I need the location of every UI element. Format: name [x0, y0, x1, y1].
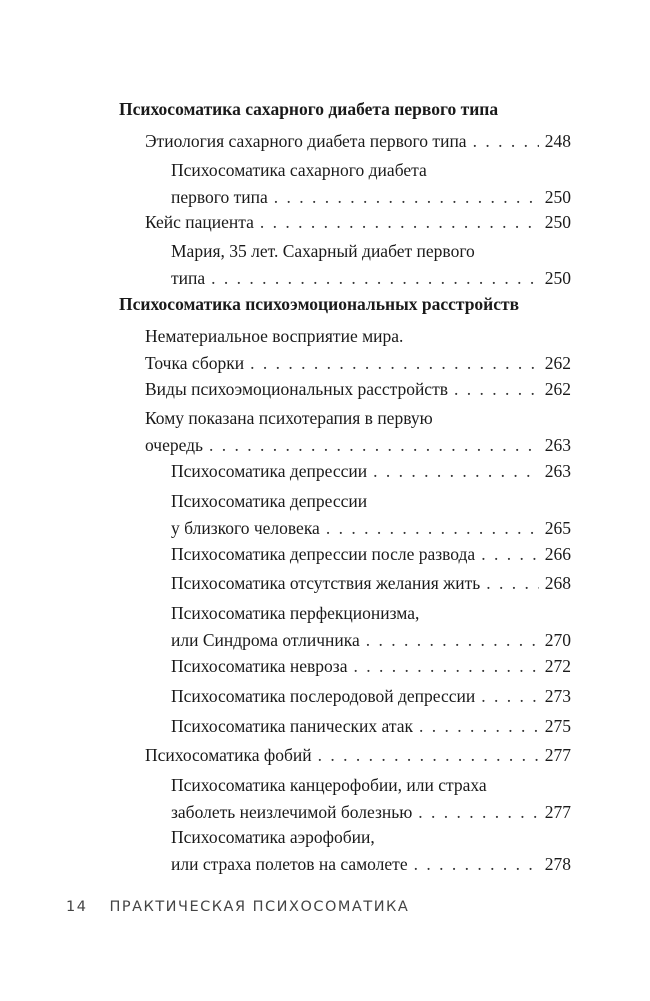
entry-text: у близкого человека	[171, 518, 320, 538]
entry-page-number: 272	[544, 656, 571, 676]
toc-entry	[145, 742, 571, 769]
entry-page-number: 265	[544, 518, 571, 538]
entry-page-number: 277	[544, 745, 571, 765]
toc-entry	[145, 323, 571, 377]
entry-text: Психосоматика канцерофобии, или страха	[171, 775, 487, 795]
entry-text: или Синдрома отличника	[171, 630, 360, 650]
toc-entry	[171, 600, 571, 654]
entry-text: Мария, 35 лет. Сахарный диабет первого	[171, 241, 475, 261]
entry-page-number: 277	[544, 802, 571, 822]
dot-leader	[418, 799, 538, 826]
toc-entry	[171, 683, 571, 710]
dot-leader	[473, 128, 539, 155]
dot-leader	[481, 683, 539, 710]
entry-text: Психосоматика депрессии	[171, 491, 368, 511]
entry-text: Психосоматика отсутствия желания жить	[171, 573, 481, 593]
dot-leader	[209, 432, 539, 459]
entry-text: Психосоматика аэрофобии,	[171, 827, 375, 847]
toc-entry	[171, 713, 571, 740]
entry-text: Виды психоэмоциональных расстройств	[145, 379, 448, 399]
entry-text: Психосоматика депрессии	[171, 461, 368, 481]
entry-text: первого типа	[171, 187, 268, 207]
toc-entry	[171, 570, 571, 597]
entry-page-number: 266	[544, 544, 571, 564]
toc-entry	[145, 376, 571, 403]
toc-entry	[171, 541, 571, 568]
entry-text: Нематериальное восприятие мира.	[145, 326, 404, 346]
toc-entry	[171, 653, 571, 680]
entry-text: Психосоматика депрессии после развода	[171, 544, 476, 564]
section-title: Психосоматика психоэмоциональных расстройств	[119, 294, 520, 314]
toc-entry	[171, 488, 571, 542]
dot-leader	[366, 627, 539, 654]
entry-text: или страха полетов на самолете	[171, 854, 408, 874]
dot-leader	[414, 851, 539, 878]
entry-text: заболеть неизлечимой болезнью	[171, 802, 413, 822]
entry-text: Психосоматика перфекционизма,	[171, 603, 420, 623]
toc-entry	[171, 157, 571, 211]
entry-page-number: 250	[544, 187, 571, 207]
page-footer	[66, 899, 409, 915]
entry-text: Точка сборки	[145, 353, 245, 373]
entry-text: типа	[171, 268, 206, 288]
entry-page-number: 268	[544, 573, 571, 593]
dot-leader	[318, 742, 539, 769]
entry-text: Кейс пациента	[145, 212, 254, 232]
entry-page-number: 275	[544, 716, 571, 736]
entry-text: Психосоматика панических атак	[171, 716, 413, 736]
entry-page-number: 263	[544, 461, 571, 481]
entry-page-number: 270	[544, 630, 571, 650]
entry-page-number: 262	[544, 353, 571, 373]
dot-leader	[274, 184, 539, 211]
toc-entry	[171, 458, 571, 485]
entry-page-number: 250	[544, 268, 571, 288]
dot-leader	[481, 541, 539, 568]
footer-book-title: ПРАКТИЧЕСКАЯ ПСИХОСОМАТИКА	[109, 899, 410, 915]
toc-entry	[145, 128, 571, 155]
toc-entry	[171, 772, 571, 826]
entry-text: Кому показана психотерапия в первую	[145, 408, 433, 428]
entry-page-number: 248	[544, 131, 571, 151]
entry-text: Психосоматика послеродовой депрессии	[171, 686, 476, 706]
dot-leader	[353, 653, 538, 680]
dot-leader	[454, 376, 539, 403]
dot-leader	[211, 265, 539, 292]
dot-leader	[373, 458, 539, 485]
entry-page-number: 278	[544, 854, 571, 874]
entry-text: очередь	[145, 435, 204, 455]
footer-page-number: 14	[66, 899, 88, 915]
dot-leader	[486, 570, 539, 597]
entry-page-number: 262	[544, 379, 571, 399]
toc-entry	[145, 405, 571, 459]
entry-page-number: 273	[544, 686, 571, 706]
dot-leader	[260, 209, 539, 236]
entry-text: Этиология сахарного диабета первого типа	[145, 131, 467, 151]
toc-entry	[145, 209, 571, 236]
entry-page-number: 250	[544, 212, 571, 232]
section-title: Психосоматика сахарного диабета первого типа	[119, 99, 499, 119]
entry-text: Психосоматика фобий	[145, 745, 312, 765]
toc-entry	[171, 238, 571, 292]
entry-text: Психосоматика сахарного диабета	[171, 160, 427, 180]
dot-leader	[250, 350, 539, 377]
dot-leader	[326, 515, 539, 542]
toc-entry	[171, 824, 571, 878]
dot-leader	[419, 713, 539, 740]
entry-text: Психосоматика невроза	[171, 656, 348, 676]
entry-page-number: 263	[544, 435, 571, 455]
